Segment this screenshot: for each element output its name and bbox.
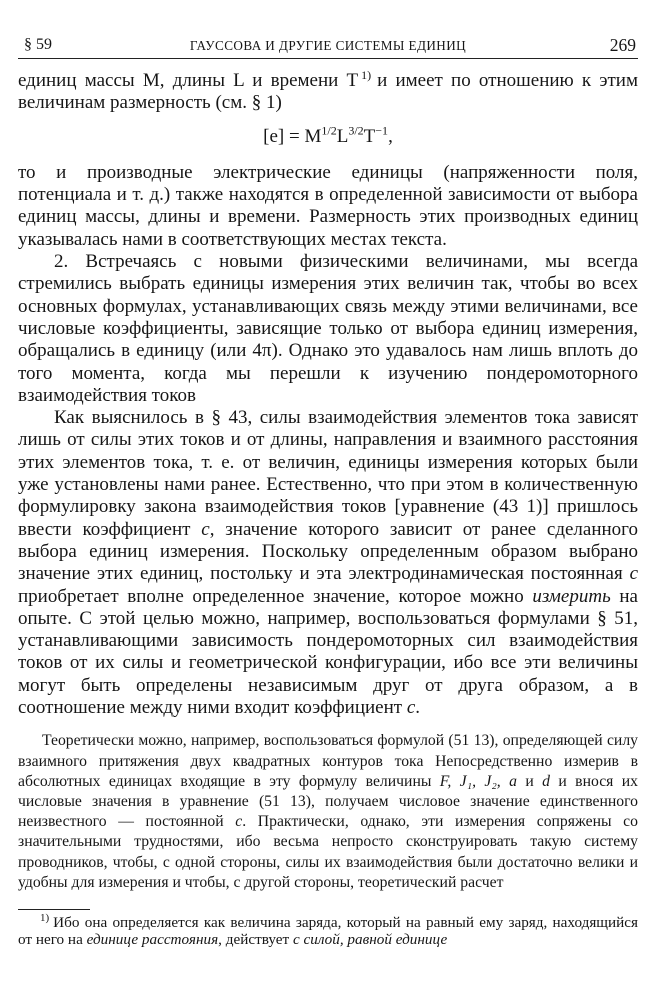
footnote-text-a: Ибо она определяется как величина заряда, который на равный ему заряд, находящийся от него на [18,913,638,949]
intro-text-start: единиц массы M, длины L и времени T [18,70,359,91]
page-number: 269 [609,35,636,55]
running-title: ГАУССОВА И ДРУГИЕ СИСТЕМЫ ЕДИНИЦ [189,38,467,53]
note-variables: F, J₁, J₂, a [439,772,517,790]
coefficient-c: c [201,518,210,540]
formula-exp-length: 3/2 [348,123,364,138]
paragraph-3 [18,407,638,719]
formula-time: T [363,125,376,147]
section-number: § 59 [24,36,52,53]
intro-text-end: и имеет по отношению к этим величинам размерность (см. § 1) [18,70,638,114]
emphasis-measure: измерить [532,585,611,607]
formula-lhs: [e] = M [263,125,322,147]
intro-paragraph [18,67,638,115]
dimension-formula [18,123,638,148]
main-text [18,67,639,719]
p3-period: . [415,697,421,719]
small-print-note [18,731,638,893]
p3-text-b: , значение которого зависит от ранее сделанного выбора единиц измерения. Поскольку определенным образом выбрано значение этих единиц, постольку и эта электродинамическая постоянная [18,518,638,585]
note-variable-c: c [235,813,243,831]
formula-exp-mass: 1/2 [321,123,337,138]
footnote-mark: 1) [40,911,50,924]
paragraph-2: 2. Встречаясь с новыми физическими величинами, мы всегда стремились выбрать единицы измерения этих величин так, чтобы во всех основных формулах, устанавливающих связь между этими величинами, все числовые коэффициенты, зависящие только от выбора единиц измерения, обращались в единицу (или 4π). Однако это удавалось нам лишь вплоть до того момента, когда мы перешли к изучению пондеромоторного взаимодействия токов [18,251,638,406]
p3-text-a: Как выяснилось в § 43, силы взаимодействия элементов тока зависят лишь от силы этих токов и от длины, направления и взаимного расстояния этих элементов тока, т. е. от величин, единицы измерения которых были уже установлены нами ранее. Естественно, что при этом в количественную формулировку закона взаимодействия токов [уравнение (43 1)] пришлось ввести коэффициент [18,407,638,540]
formula-comma: , [388,125,393,147]
p3-text-c: приобретает вполне определенное значение, которое можно [18,585,524,607]
footnote-emphasis-force: с силой, равной единице [292,931,448,949]
coefficient-c: c [406,697,416,719]
note-text-b: и внося их числовые значения в уравнение (51 13), получаем числовое значение единственного неизвестного — постоянной [18,772,639,831]
footnote-emphasis-distance: единице расстояния [86,931,219,949]
book-page [18,30,638,964]
footnote [18,911,638,949]
footnote-reference[interactable]: 1) [361,67,372,82]
note-variable-d: d [542,772,550,790]
paragraph-derived-units: то и производные электрические единицы (напряженности поля, потенциала и т. д.) также находятся в определенной зависимости от выбора единиц массы, длины и времени. Размерность этих производных единиц указывалась нами в соответствующих местах текста. [18,161,638,250]
running-header [18,30,638,59]
note-and: и [525,772,534,790]
footnote-rule [18,909,90,910]
formula-length: L [336,125,349,147]
coefficient-c: c [629,563,639,585]
note-text-a: Теоретически можно, например, воспользоваться формулой (51 13), определяющей силу взаимного притяжения двух квадратных контуров тока Непосредственно измерив в абсолютных единицах входящие в эту формулу величины [18,732,638,790]
footnote-text-b: , действует [218,931,290,949]
note-text-c: . Практически, однако, эти измерения сопряжены со значительными трудностями, ибо весьма непросто сконструировать такую систему проводников, чтобы, с одной стороны, силы их взаимодействия были достаточно велики и удобны для измерения и чтобы, с другой стороны, теоретический расчет [18,813,638,891]
formula-exp-time: −1 [375,123,389,138]
p3-text-d: на опыте. С этой целью можно, например, воспользоваться формулами § 51, устанавливающими зависимость пондеромоторных сил взаимодействия токов от их силы и геометрической конфигурации, ибо все эти величины могут быть определены независимым друг от друга образом, а в соотношение между ними входит коэффициент [18,585,638,719]
